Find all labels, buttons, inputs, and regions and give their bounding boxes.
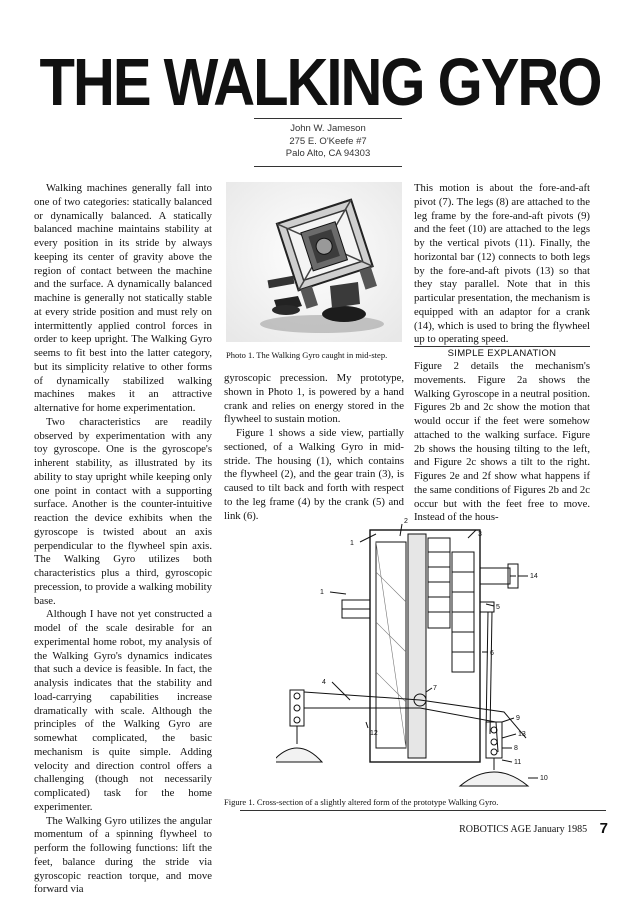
paragraph: gyroscopic precession. My prototype, shown in Photo 1, is powered by a hand crank and relies on energy stored in the flywheel to sustain motion. — [224, 372, 404, 427]
callout-2: 2 — [404, 518, 408, 525]
callout-12: 12 — [370, 730, 378, 737]
author-address: 275 E. O'Keefe #7 — [254, 136, 402, 149]
column-3-continued — [414, 360, 590, 525]
callout-4: 4 — [322, 679, 326, 686]
paragraph: Two characteristics are readily observed by experimentation with any toy gyroscope. One is the gyroscope's inherent stability, as illustrated by its ability to stay upright while keeping only one point in contact with a supporting surface. Another is the counter-intuitive reaction the device exhibits when the gyroscope is twisted about an axis perpendicular to the flywheel spin axis. The Walking Gyro utilizes both characteristics plus a third, gyroscopic precession, to provide a walking mobility base. — [34, 416, 212, 609]
article-title: THE WALKING GYRO — [0, 50, 640, 117]
publication-name: ROBOTICS AGE — [459, 824, 531, 835]
paragraph: The Walking Gyro utilizes the angular momentum of a spinning flywheel to perform the following functions: lift the feet, balance during the stride via gyroscopic reaction torque, and move forward via — [34, 815, 212, 897]
callout-13: 13 — [518, 731, 526, 738]
column-3 — [414, 182, 590, 347]
callout-6: 6 — [490, 650, 494, 657]
issue-date: January 1985 — [534, 824, 588, 835]
paragraph: Walking machines generally fall into one of two categories: statically balanced or dynamically balanced. A statically balanced machine maintains stability at every position in its stride by always keeping its center of gravity above the region of contact between the machine and the surface. A dynamically balanced machine is generally not statically stable at every stride position and must rely on intermittently applied control forces in order to keep upright. The Walking Gyro seems to fit best into the latter category, but its simplicity relative to other forms of dynamically stabilized walking machines makes it an attractive alternative for home experimentation. — [34, 182, 212, 416]
cross-section-drawing — [276, 512, 576, 804]
callout-9: 9 — [516, 715, 520, 722]
callout-10: 10 — [540, 775, 548, 782]
callout-5: 5 — [496, 604, 500, 611]
author-name: John W. Jameson — [254, 123, 402, 136]
author-byline — [254, 118, 402, 167]
callout-8: 8 — [514, 745, 518, 752]
callout-3: 3 — [478, 531, 482, 538]
page-number: 7 — [600, 820, 608, 837]
paragraph: Although I have not yet constructed a model of the scale desirable for an experimental home robot, my analysis of the Walking Gyro's dynamics indicates that such a device is feasible. In fact, the analysis indicates that the stability and load-carrying capabilities increase dramatically with scale. Although the principles of the Walking Gyro are somewhat complicated, the basic mechanism is quite simple. Adding velocity and direction control offers a challenging (though not necessarily complicated) task for the home experimenter. — [34, 608, 212, 814]
column-2 — [224, 372, 404, 523]
callout-11: 11 — [514, 759, 521, 766]
footer-rule — [240, 810, 606, 811]
callout-7: 7 — [433, 685, 437, 692]
page-footer — [459, 820, 608, 837]
author-city: Palo Alto, CA 94303 — [254, 148, 402, 161]
section-heading: SIMPLE EXPLANATION — [414, 346, 590, 359]
paragraph: This motion is about the fore-and-aft pivot (7). The legs (8) are attached to the leg frame by the fore-and-aft pivots (9) and the feet (10) are attached to the legs by the vertical pivots (11). Finally, the horizontal bar (12) connects to both legs by the fore-and-aft pivots (13) so that they stay parallel. Note that in this particular presentation, the mechanism is equipped with an adaptor for a crank (14), which is used to bring the flywheel up to operating speed. — [414, 182, 590, 347]
callout-1-top: 1 — [350, 540, 354, 547]
paragraph: Figure 1 shows a side view, partially sectioned, of a Walking Gyro in mid-stride. The housing (1), which contains the flywheel (2), and the gear train (3), is caused to tilt back and forth with respect to the leg frame (4) by the crank (5) and link (6). — [224, 427, 404, 523]
paragraph: Figure 2 details the mechanism's movements. Figure 2a shows the Walking Gyroscope in a neutral position. Figures 2b and 2c show the motion that would occur if the feet were somehow attached to the walking surface. Figure 2b shows the housing tilting to the left, and Figure 2c shows a tilt to the right. Figures 2e and 2f show what happens if the same conditions of Figures 2b and 2c occur but with the feet free to move. Instead of the hous- — [414, 360, 590, 525]
callout-1-left: 1 — [320, 589, 324, 596]
gyro-photo-illustration — [226, 182, 402, 342]
figure-1-cross-section — [276, 512, 576, 804]
column-1 — [34, 182, 212, 897]
figure-1-caption: Figure 1. Cross-section of a slightly altered form of the prototype Walking Gyro. — [224, 797, 594, 808]
callout-14: 14 — [530, 573, 538, 580]
photo-caption: Photo 1. The Walking Gyro caught in mid-step. — [226, 350, 406, 361]
photo-walking-gyro — [226, 182, 402, 342]
